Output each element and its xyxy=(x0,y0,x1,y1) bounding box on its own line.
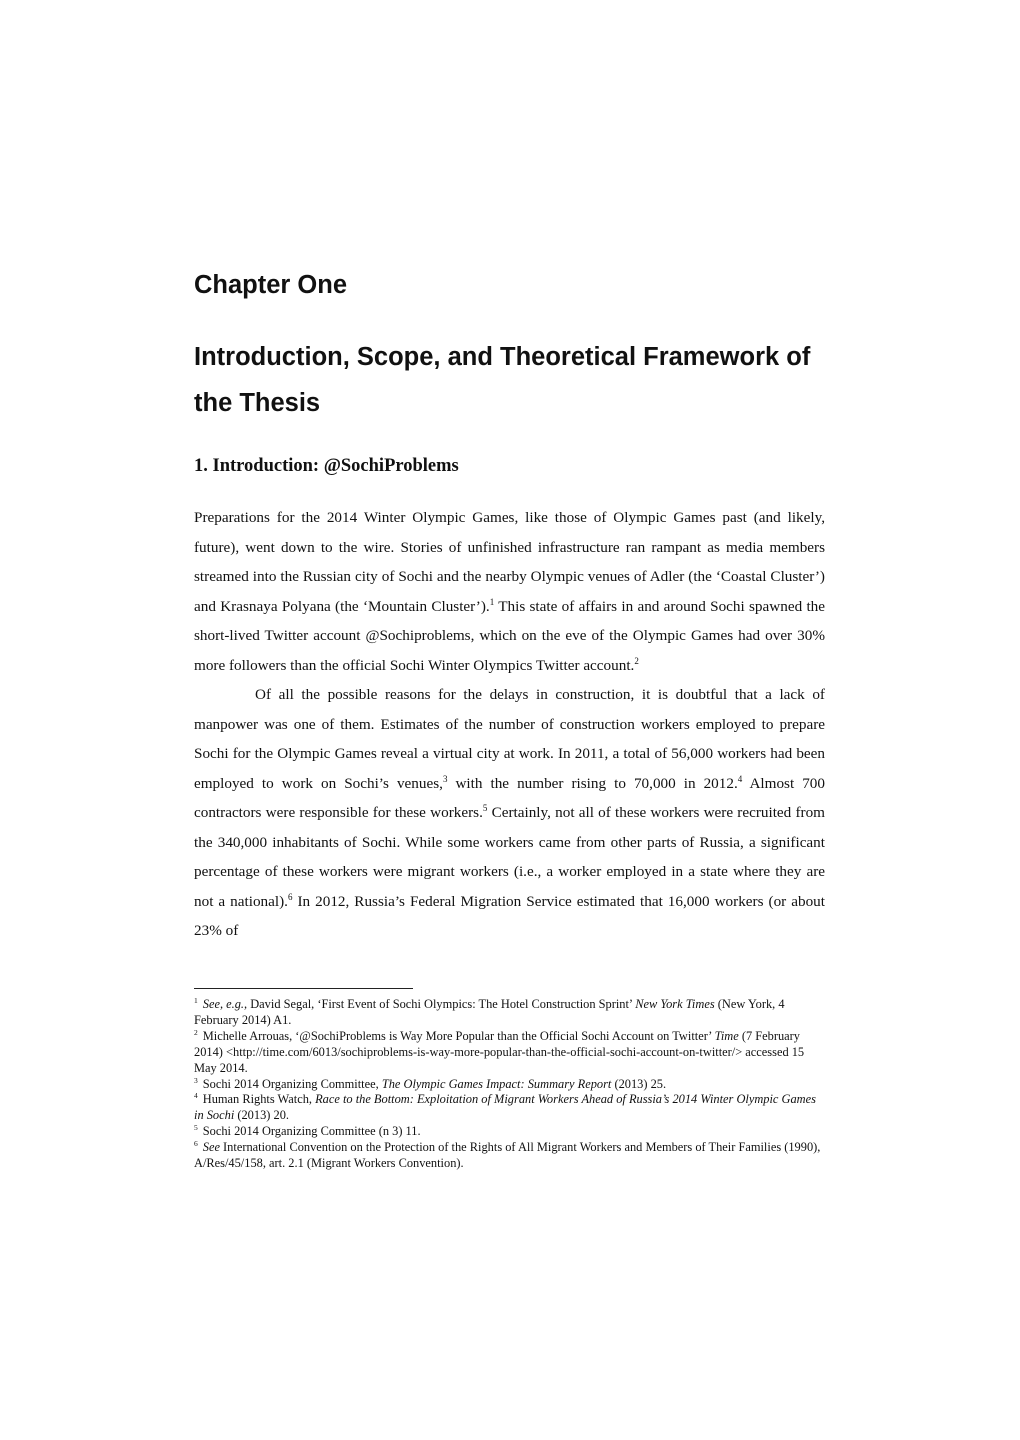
footnotes xyxy=(194,997,825,1172)
footnote-4: $^4$ Human Rights Watch, Race to the Bottom: Exploitation of Migrant Workers Ahead of Russia’s 2014 Winter Olympic Games in Sochi (2013) 20. xyxy=(194,1091,816,1123)
footnote-ref-2[interactable]: 2 xyxy=(634,655,639,666)
footnote-5: $^5$ Sochi 2014 Organizing Committee (n 3) 11. xyxy=(194,1123,421,1139)
footnote-1: $^1$ See, e.g., David Segal, ‘First Event of Sochi Olympics: The Hotel Construction Sprint’ New York Times (New York, 4 February 2014) A1. xyxy=(194,996,785,1027)
footnote-ref-3[interactable]: 3 xyxy=(442,773,448,784)
footnote-ref-4[interactable]: 4 xyxy=(737,773,743,784)
footnote-ref-1[interactable]: 1 xyxy=(489,596,495,607)
footnote-2: $^2$ Michelle Arrouas, ‘@SochiProblems is Way More Popular than the Official Sochi Account on Twitter’ Time (7 February 2014) <http://time.com/6013/sochiproblems-is-way-more-popular-than-the-official-sochi-account-on-twitter/> accessed 15 May 2014. xyxy=(194,1027,805,1075)
footnote-6: $^6$ See International Convention on the Protection of the Rights of All Migrant Workers and Members of Their Families (1990), A/Res/45/158, art. 2.1 (Migrant Workers Convention). xyxy=(194,1139,821,1171)
paragraph-2: Of all the possible reasons for the delays in construction, it is doubtful that a lack of manpower was one of them. Estimates of the number of construction workers employed to prepare Sochi for the Olympic Games reveal a virtual city at work. In 2011, a total of 56,000 workers had been employed to work on Sochi’s venues,$^3$ with the number rising to 70,000 in 2012.$^4$ Almost 700 contractors were responsible for these workers.$^5$ Certainly, not all of these workers were recruited from the 340,000 inhabitants of Sochi. While some workers came from other parts of Russia, a significant percentage of these workers were migrant workers (i.e., a worker employed in a state where they are not a national).$^6$ In 2012, Russia’s Federal Migration Service estimated that 16,000 workers (or about 23% of xyxy=(194,686,825,939)
footnote-ref-5[interactable]: 5 xyxy=(482,803,488,813)
footnote-separator xyxy=(194,988,413,989)
footnote-3: $^3$ Sochi 2014 Organizing Committee, The Olympic Games Impact: Summary Report (2013) 25. xyxy=(194,1075,667,1091)
footnote-2-url: (7 February 2014) <http://time.com/6013/sochiproblems-is-way-more-popular-than-the-official-sochi-account-on-twitter/> accessed 15 May 2014. xyxy=(194,1028,805,1075)
chapter-label: Chapter One xyxy=(194,271,348,299)
section-heading: 1. Introduction: @SochiProblems xyxy=(194,456,459,476)
paragraph-1: Preparations for the 2014 Winter Olympic Games, like those of Olympic Games past (and likely, future), went down to the wire. Stories of unfinished infrastructure ran rampant as media members streamed into the Russian city of Sochi and the nearby Olympic venues of Adler (the ‘Coastal Cluster’) and Krasnaya Polyana (the ‘Mountain Cluster’).$^1$ This state of affairs in and around Sochi spawned the short-lived Twitter account @Sochiproblems, which on the eve of the Olympic Games had over 30% more followers than the official Sochi Winter Olympics Twitter account.$^2$ xyxy=(194,509,825,674)
body-text xyxy=(194,503,825,946)
chapter-title: Introduction, Scope, and Theoretical Framework of the Thesis xyxy=(194,343,811,417)
footnote-ref-6[interactable]: 6 xyxy=(287,891,293,902)
